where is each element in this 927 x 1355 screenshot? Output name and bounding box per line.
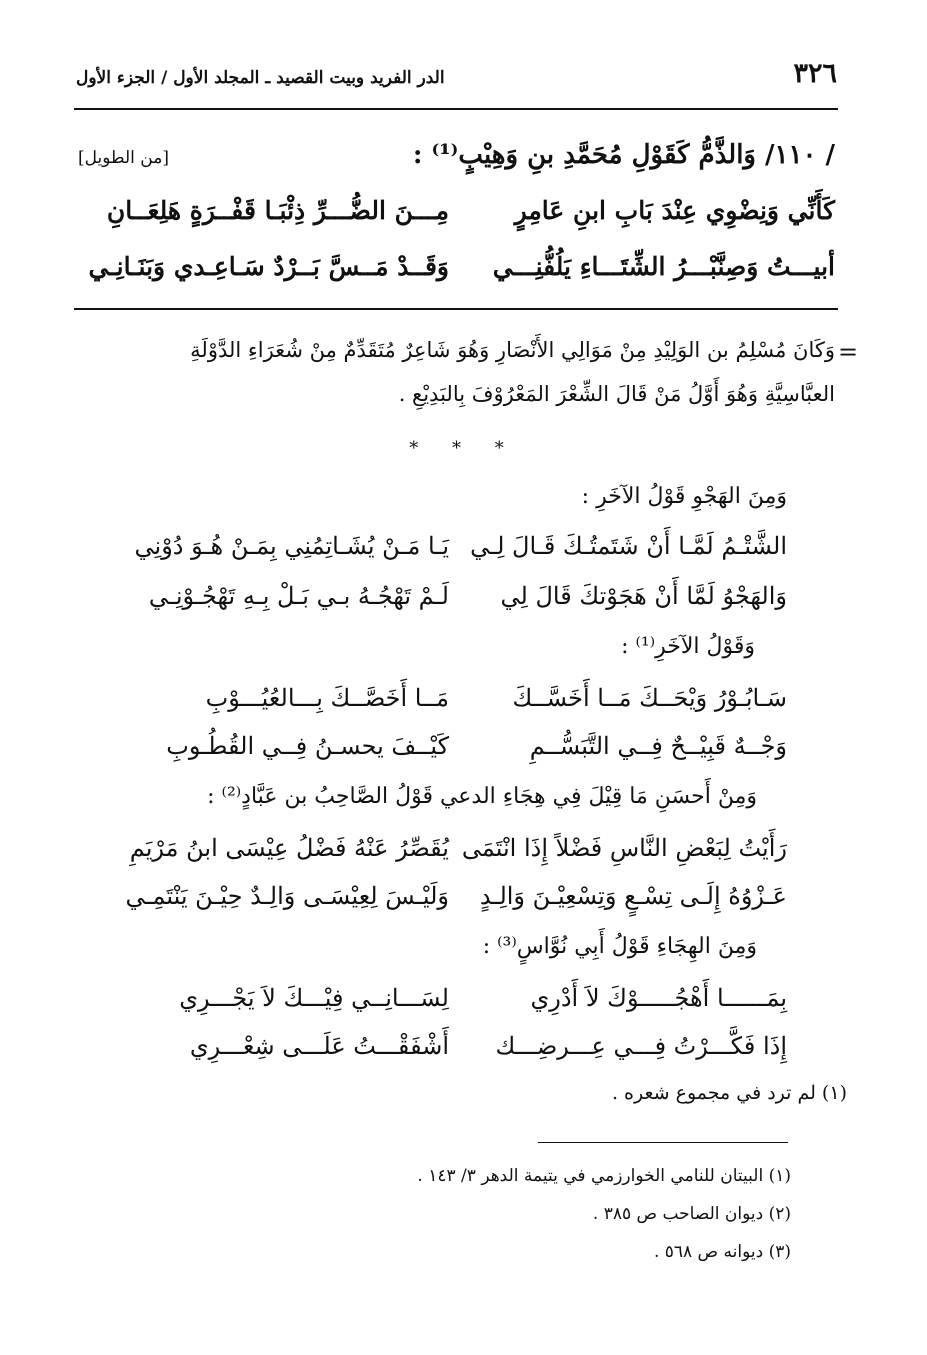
verse-hemistich-second: مِـــنَ الضُّـــرِّ ذِئْبَـا قَفْــرَةٍ هَلِعَــانِ — [106, 196, 449, 225]
verse-hemistich-second: مَــا أَخَصَّــكَ بِـــالعُيُـــوْبِ — [205, 684, 449, 712]
verse-hemistich-first: وَالهَجْوُ لَمَّا أَنْ هَجَوْتكَ قَالَ لِي — [500, 582, 787, 610]
verse-hemistich-second: وَقَــدْ مَــسَّ بَــرْدٌ سَـاعِـدي وَبَنَـانِـي — [88, 252, 449, 281]
verse-hemistich-second: لِسَـــانِــي فِيْـــكَ لاَ يَجْـــرِي — [179, 984, 449, 1012]
verse-hemistich-second: يُقَصِّرُ عَنْهُ فَضْلُ عِيْسَى ابنُ مَرْيَمِ — [129, 834, 449, 862]
footnote: (٢) ديوان الصاحب ص ٣٨٥ . — [592, 1204, 791, 1224]
verse-hemistich-first: سَـابُـوْرُ وَيْحَــكَ مَــا أَخَسَّــكَ — [512, 684, 787, 712]
section-intro: وَقَوْلُ الآخَرِ⁽¹⁾ : — [621, 634, 755, 659]
section-intro: وَمِنَ الهِجَاءِ قَوْلُ أَبِي نُوَّاسٍ⁽³⁾ : — [482, 934, 757, 959]
continuation-mark: = — [838, 338, 859, 366]
verse-hemistich-first: الشَّتْـمُ لَمَّـا أَنْ شَتَمتُـكَ قَـالَ لِـي — [470, 532, 787, 560]
header-rule — [74, 108, 838, 110]
poem-intro: / ١١٠/ وَالذَّمُّ كَقَوْلِ مُحَمَّدِ بنِ وَهِيْبٍ⁽¹⁾ : — [412, 140, 835, 170]
verse-hemistich-first: رَأَيْتُ لِبَعْضِ النَّاسِ فَضْلاً إِذَا انْتَمَى — [461, 834, 787, 862]
verse-hemistich-second: لَـمْ تَهْجُـهُ بـي بَـلْ بِـهِ تَهْجُـوْنِـي — [148, 582, 449, 610]
verse-hemistich-second: يَـا مَـنْ يُشَـاتِمُنِي بِمَـنْ هُـوَ دُوْنِي — [134, 532, 449, 560]
verse-hemistich-first: أبيـــتُ وَصِنَّبْـــرُ الشِّتَـــاءِ يَلُفُّنِـــي — [492, 252, 835, 281]
verse-hemistich-first: بِمَــــــا أَهْجُـــــوْكَ لاَ أَدْرِي — [530, 984, 787, 1012]
verse-hemistich-first: كَأَنِّي وَنِضْوِي عِنْدَ بَابِ ابنِ عَامِرٍ — [514, 196, 835, 225]
footnote-continued: (١) لم ترد في مجموع شعره . — [611, 1082, 847, 1104]
asterism-separator: * * * — [409, 438, 518, 459]
verse-hemistich-first: عَـزْوُهُ إِلَـى تِسْـعٍ وَتِسْعِيْـنَ وَالِـدٍ — [479, 882, 787, 910]
footnote: (١) البيتان للنامي الخوارزمي في يتيمة الدهر ٣/ ١٤٣ . — [417, 1166, 791, 1186]
page-number: ٣٢٦ — [793, 58, 837, 89]
footnote: (٣) ديوانه ص ٥٦٨ . — [653, 1242, 791, 1262]
verse-hemistich-second: كَيْــفَ يحسـنُ فِــي القُطُـوبِ — [166, 732, 449, 760]
verse-hemistich-first: وَجْــهٌ قَبِيْــحٌ فِــي التَّبَسُّــمِ — [529, 732, 787, 760]
footnote-rule — [538, 1142, 788, 1143]
section-intro: وَمِنَ الهَجْوِ قَوْلُ الآخَرِ : — [581, 484, 787, 509]
meter-label: [من الطويل] — [78, 148, 169, 168]
verse-hemistich-second: أَشْفَقْـــتُ عَلَـــى شِعْـــرِي — [189, 1032, 449, 1060]
note-line: العبَّاسِيَّةِ وَهُوَ أَوَّلُ مَنْ قَالَ الشِّعْرَ المَعْرُوْفَ بِالبَدِيْعِ . — [398, 382, 835, 406]
section-rule — [74, 308, 838, 310]
verse-hemistich-second: وَلَيْـسَ لِعِيْسَـى وَالِـدٌ حِيْـنَ يَنْتَمِـي — [125, 882, 449, 910]
running-title: الدر الفريد وبيت القصيد ـ المجلد الأول / الجزء الأول — [76, 68, 445, 88]
note-line: وَكَانَ مُسْلِمُ بن الوَلِيْدِ مِنْ مَوَالِي الأَنْصَارِ وَهُوَ شَاعِرٌ مُتَقَدِّمٌ مِنْ شُعَرَاءِ الدَّوْلَةِ — [190, 338, 835, 362]
section-intro: وَمِنْ أَحسَنِ مَا قِيْلَ فِي هِجَاءِ الدعي قَوْلُ الصَّاحِبُ بن عَبَّادٍ⁽²⁾ : — [207, 784, 757, 809]
verse-hemistich-first: إِذَا فَكَّـــرْتُ فِـــي عِـــرضِـــك — [495, 1032, 787, 1060]
